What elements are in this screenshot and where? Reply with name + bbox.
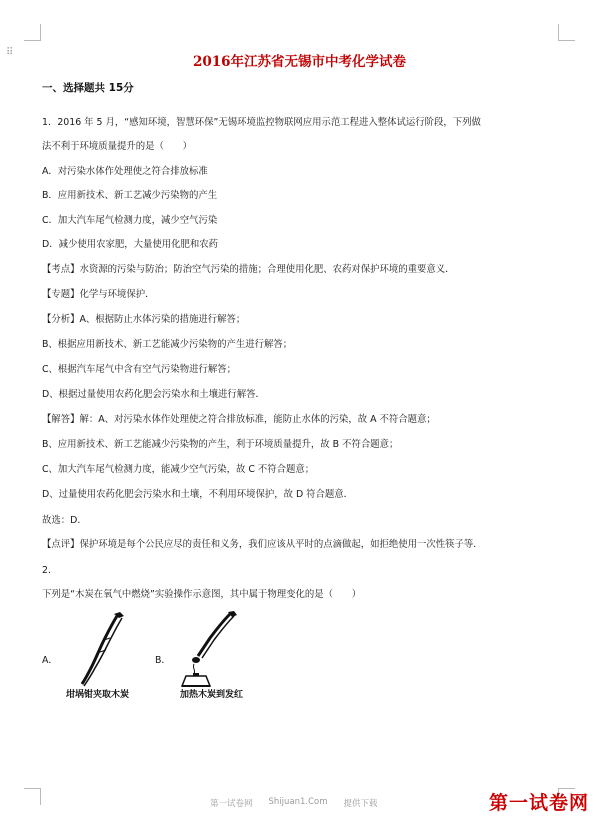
crop-mark-bottom-left — [24, 788, 41, 805]
q1-jieda-a — [42, 413, 562, 426]
brand-watermark: 第一试卷网 — [488, 792, 589, 814]
q1-fenxi-d: D、根据过量使用农药化肥会污染水和土壤进行解答． — [42, 389, 265, 400]
q1-option-d: D．减少使用农家肥，大量使用化肥和农药 — [42, 239, 218, 250]
jieda-text-a: 解：A、对污染水体作处理使之符合排放标准，能防止水体的污染，故 A 不符合题意； — [79, 414, 436, 425]
q2-option-b-label: B． — [155, 655, 171, 666]
fenxi-text-a: A、根据防止水体污染的措施进行解答； — [79, 314, 246, 325]
dianping-tag: 【点评】 — [42, 539, 80, 550]
footer-right: 提供下载 — [343, 799, 378, 809]
kaodian-text: 水资源的污染与防治；防治空气污染的措施；合理使用化肥、农药对保护环境的重要意义． — [79, 264, 455, 275]
document-title: 2016年江苏省无锡市中考化学试卷 — [192, 54, 407, 70]
page-footer — [210, 797, 378, 809]
q1-jieda-c: C、加大汽车尾气检测力度，能减少空气污染，故 C 不符合题意； — [42, 464, 315, 475]
crop-mark-top-left — [24, 24, 41, 41]
crop-mark-top-right — [558, 24, 575, 41]
q1-zhuanti — [42, 288, 562, 301]
q2-figure-b-caption: 加热木炭到发红 — [180, 690, 244, 700]
q1-option-b: B．应用新技术、新工艺减少污染物的产生 — [42, 190, 218, 201]
q2-number: 2． — [42, 565, 58, 576]
tongs-holding-charcoal-figure — [62, 610, 142, 688]
zhuanti-text: 化学与环境保护． — [79, 289, 155, 300]
zhuanti-tag: 【专题】 — [42, 289, 80, 300]
q1-stem-line1: 1．2016 年 5 月，“感知环境，智慧环保”无锡环境监控物联网应用示范工程进入整体试运行阶段，下列做 — [42, 117, 481, 128]
q1-option-a: A．对污染水体作处理使之符合排放标准 — [42, 166, 208, 177]
q1-jieda-b: B、应用新技术、新工艺能减少污染物的产生，利于环境质量提升，故 B 不符合题意； — [42, 439, 399, 450]
q1-fenxi-c: C、根据汽车尾气中含有空气污染物进行解答； — [42, 364, 237, 375]
section-heading: 一、选择题共 15分 — [42, 82, 134, 94]
q2-option-a-label: A． — [42, 655, 58, 666]
q2-figure-a-caption: 坩埚钳夹取木炭 — [66, 690, 130, 700]
alcohol-lamp-heating-charcoal-figure — [172, 610, 252, 688]
q2-stem: 下列是“木炭在氧气中燃烧”实验操作示意图，其中属于物理变化的是（ ） — [42, 589, 362, 600]
q1-fenxi-a — [42, 313, 562, 326]
kaodian-tag: 【考点】 — [42, 264, 80, 275]
q1-answer: 故选：D． — [42, 515, 87, 526]
q1-jieda-d: D、过量使用农药化肥会污染水和土壤，不利用环境保护，故 D 符合题意． — [42, 489, 354, 500]
fenxi-tag: 【分析】 — [42, 314, 80, 325]
q1-kaodian — [42, 263, 562, 276]
q1-stem-line2: 法不利于环境质量提升的是（ ） — [42, 141, 193, 152]
dianping-text: 保护环境是每个公民应尽的责任和义务，我们应该从平时的点滴做起，如拒绝使用一次性筷子等． — [79, 539, 483, 550]
jieda-tag: 【解答】 — [42, 414, 80, 425]
footer-left: 第一试卷网 — [210, 799, 253, 809]
q1-dianping — [42, 538, 562, 551]
drag-handle-icon[interactable]: ⠿ — [6, 47, 15, 58]
q1-option-c: C．加大汽车尾气检测力度，减少空气污染 — [42, 215, 218, 226]
footer-middle: Shijuan1.Com — [268, 797, 328, 807]
q1-fenxi-b: B、根据应用新技术、新工艺能减少污染物的产生进行解答； — [42, 339, 293, 350]
